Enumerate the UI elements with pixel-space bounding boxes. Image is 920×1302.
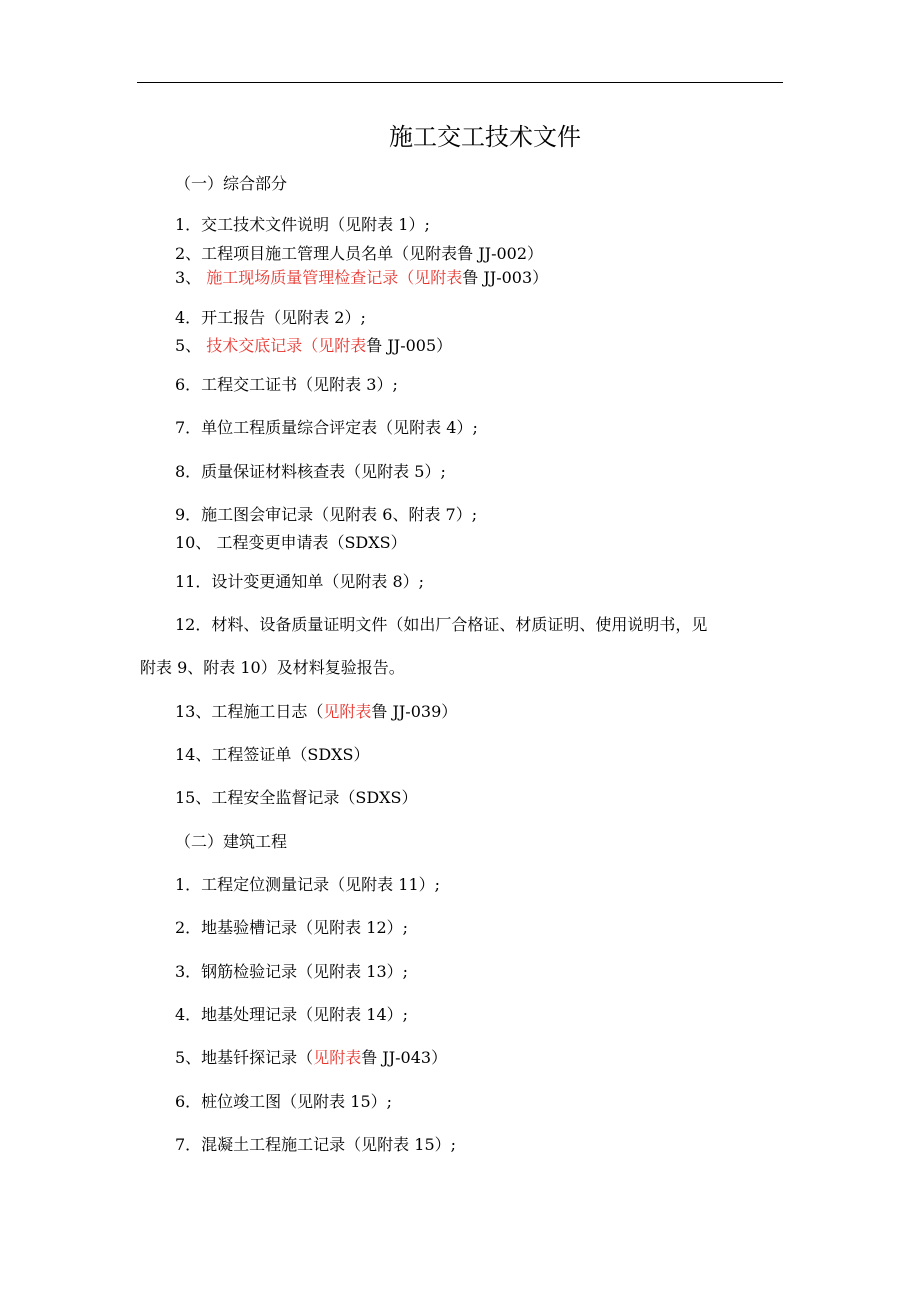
list-item-continuation: 附表 9、附表 10）及材料复验报告。 <box>140 658 405 677</box>
list-item: 12．材料、设备质量证明文件（如出厂合格证、材质证明、使用说明书，见 <box>175 615 708 634</box>
item-suffix: 鲁 JJ-039） <box>371 702 458 721</box>
highlighted-text: 施工现场质量管理检查记录（见附表 <box>206 268 463 287</box>
highlighted-text: 见附表 <box>323 702 372 721</box>
list-item: 3．钢筋检验记录（见附表 13）; <box>175 962 409 981</box>
list-item: 9．施工图会审记录（见附表 6、附表 7）; <box>175 505 478 524</box>
item-suffix: 鲁 JJ-005） <box>366 336 453 355</box>
list-item: 2．地基验槽记录（见附表 12）; <box>175 918 409 937</box>
item-suffix: 鲁 JJ-003） <box>462 268 549 287</box>
highlighted-text: 见附表 <box>313 1048 362 1067</box>
list-item <box>175 268 548 288</box>
item-prefix: 13、工程施工日志（ <box>175 702 324 721</box>
list-item <box>175 702 457 722</box>
list-item: 4．开工报告（见附表 2）; <box>175 308 366 327</box>
list-item <box>175 1048 447 1068</box>
list-item: 10、 工程变更申请表（SDXS） <box>175 533 407 552</box>
document-title: 施工交工技术文件 <box>389 123 581 151</box>
list-item: 6．桩位竣工图（见附表 15）; <box>175 1092 393 1111</box>
list-item: 6．工程交工证书（见附表 3）; <box>175 375 398 394</box>
list-item: 1．交工技术文件说明（见附表 1）; <box>175 215 430 234</box>
highlighted-text: 技术交底记录（见附表 <box>206 336 367 355</box>
item-suffix: 鲁 JJ-043） <box>361 1048 448 1067</box>
list-item: 1．工程定位测量记录（见附表 11）; <box>175 875 441 894</box>
list-item: 11．设计变更通知单（见附表 8）; <box>175 572 425 591</box>
list-item: 7．混凝土工程施工记录（见附表 15）; <box>175 1135 457 1154</box>
list-item: 2、工程项目施工管理人员名单（见附表鲁 JJ-002） <box>175 244 544 263</box>
section-heading-general: （一）综合部分 <box>175 174 288 193</box>
item-prefix: 5、地基钎探记录（ <box>175 1048 314 1067</box>
item-prefix: 3、 <box>175 268 207 287</box>
header-rule <box>137 82 783 83</box>
section-heading-building: （二）建筑工程 <box>175 832 288 851</box>
list-item: 7．单位工程质量综合评定表（见附表 4）; <box>175 418 478 437</box>
item-prefix: 5、 <box>175 336 207 355</box>
list-item: 14、工程签证单（SDXS） <box>175 745 370 764</box>
list-item <box>175 336 452 356</box>
list-item: 15、工程安全监督记录（SDXS） <box>175 788 418 807</box>
list-item: 4．地基处理记录（见附表 14）; <box>175 1005 409 1024</box>
list-item: 8．质量保证材料核查表（见附表 5）; <box>175 462 446 481</box>
